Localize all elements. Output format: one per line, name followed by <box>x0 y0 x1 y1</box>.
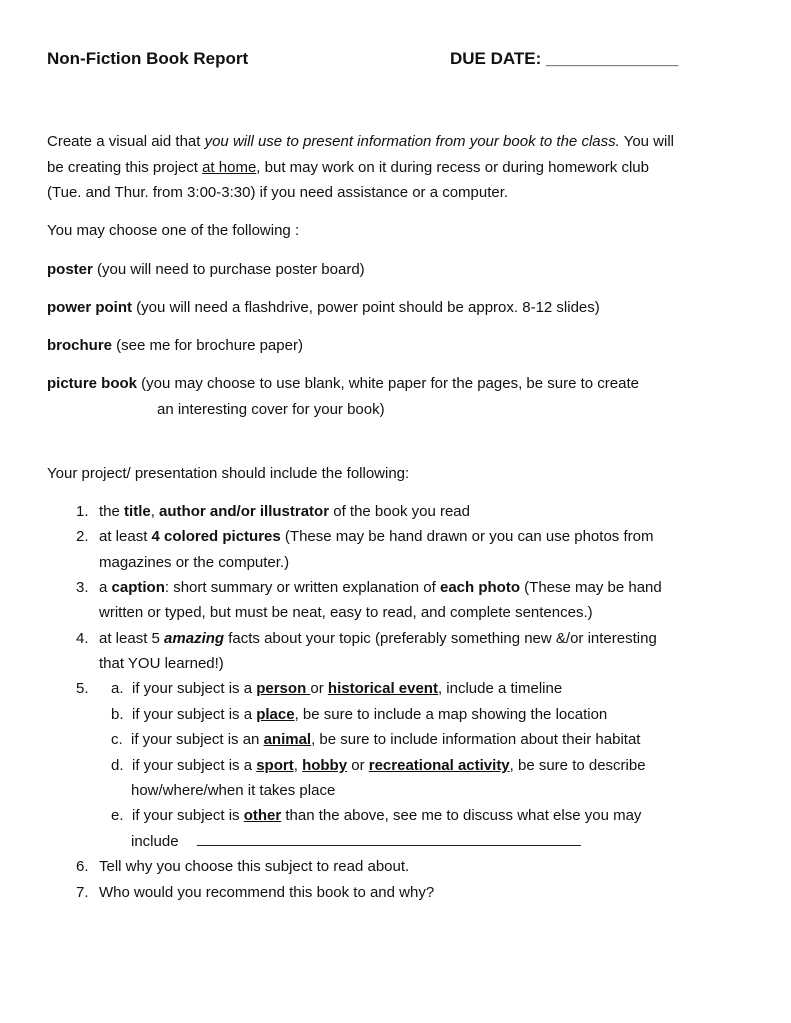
page-title: Non-Fiction Book Report <box>47 49 249 68</box>
item-text: , be sure to include information about their habitat <box>311 731 641 748</box>
sub-letter: a. <box>111 680 124 697</box>
option-desc: (you may choose to use blank, white paper for the pages, be sure to create <box>137 375 639 392</box>
intro-line-3: (Tue. and Thur. from 3:00-3:30) if you need assistance or a computer. <box>47 184 509 201</box>
item-text: , be sure to describe <box>509 757 646 774</box>
item-text: a <box>99 579 112 596</box>
list-item-6: Tell why you choose this subject to read about. <box>99 858 410 875</box>
option-picture-book <box>47 374 639 394</box>
item-text: of the book you read <box>329 503 470 520</box>
choose-label: You may choose one of the following : <box>47 222 300 239</box>
answer-blank[interactable]: ______________________________________________ <box>197 830 581 847</box>
intro-line-2 <box>47 158 649 178</box>
item-text: if your subject is <box>132 807 244 824</box>
option-picture-book-cont: an interesting cover for your book) <box>157 401 385 418</box>
sub-item-d <box>132 756 646 776</box>
item-text: , be sure to include a map showing the location <box>294 706 608 723</box>
list-number: 7. <box>76 884 89 901</box>
list-number: 4. <box>76 630 89 647</box>
item-bold: caption <box>111 579 165 596</box>
list-item-4 <box>99 629 657 649</box>
sub-item-d-cont: how/where/when it takes place <box>131 782 336 799</box>
item-bold-underline: hobby <box>302 757 348 774</box>
sub-letter: e. <box>111 807 124 824</box>
option-desc: (you will need a flashdrive, power point should be approx. 8-12 slides) <box>132 299 600 316</box>
sub-item-e-include: include <box>131 833 179 850</box>
intro-text: , but may work on it during recess or during homework club <box>256 159 649 176</box>
item-text: : short summary or written explanation of <box>164 579 440 596</box>
intro-text: Create a visual aid that <box>47 133 205 150</box>
item-text: facts about your topic (preferably something new &/or interesting <box>224 630 657 647</box>
item-bold-italic: amazing <box>164 630 225 647</box>
item-text: , <box>293 757 303 774</box>
list-number: 2. <box>76 528 89 545</box>
sub-item-c <box>131 730 640 750</box>
intro-underline: at home <box>202 159 257 176</box>
option-name: brochure <box>47 337 113 354</box>
list-item-4-cont: that YOU learned!) <box>99 655 224 672</box>
item-bold-underline: person <box>256 680 311 697</box>
item-bold: each photo <box>439 579 520 596</box>
item-text: , <box>150 503 160 520</box>
intro-text: You will <box>619 133 675 150</box>
item-bold-underline: animal <box>263 731 312 748</box>
list-item-3-cont: written or typed, but must be neat, easy to read, and complete sentences.) <box>99 604 593 621</box>
option-brochure <box>47 336 303 356</box>
item-bold: title <box>124 503 151 520</box>
item-text: , include a timeline <box>437 680 563 697</box>
item-text: if your subject is a <box>132 680 257 697</box>
sub-letter: d. <box>111 757 124 774</box>
item-text: the <box>99 503 125 520</box>
intro-line-1 <box>47 132 674 152</box>
sub-letter: b. <box>111 706 124 723</box>
list-item-3 <box>99 578 662 598</box>
option-desc: (you will need to purchase poster board) <box>92 261 365 278</box>
list-item-7: Who would you recommend this book to and why? <box>99 884 435 901</box>
list-item-1 <box>99 502 470 522</box>
list-number: 1. <box>76 503 89 520</box>
item-text: at least 5 <box>99 630 165 647</box>
item-bold: author and/or illustrator <box>159 503 330 520</box>
due-date-label: DUE DATE: ______________ <box>450 49 679 68</box>
item-text: than the above, see me to discuss what else you may <box>281 807 642 824</box>
item-bold-underline: historical event <box>327 680 438 697</box>
option-name: poster <box>47 261 93 278</box>
item-bold-underline: recreational activity <box>368 757 510 774</box>
item-text: if your subject is an <box>131 731 264 748</box>
item-bold-underline: other <box>243 807 282 824</box>
list-number: 3. <box>76 579 89 596</box>
list-item-2 <box>99 527 653 547</box>
item-text: or <box>310 680 328 697</box>
sub-item-e <box>132 806 641 826</box>
item-text: (These may be hand <box>520 579 662 596</box>
item-bold-underline: sport <box>256 757 294 774</box>
list-number: 5. <box>76 680 89 697</box>
item-text: at least <box>99 528 152 545</box>
option-name: power point <box>47 299 132 316</box>
intro-text: be creating this project <box>47 159 203 176</box>
sub-item-a <box>132 679 562 699</box>
item-bold-underline: place <box>256 706 295 723</box>
item-text: (These may be hand drawn or you can use photos from <box>280 528 654 545</box>
option-desc: (see me for brochure paper) <box>112 337 303 354</box>
item-text: if your subject is a <box>132 706 257 723</box>
option-power-point <box>47 298 600 318</box>
sub-item-b <box>132 705 607 725</box>
header <box>47 49 747 71</box>
list-number: 6. <box>76 858 89 875</box>
include-label: Your project/ presentation should include the following: <box>47 465 410 482</box>
option-name: picture book <box>47 375 138 392</box>
item-bold: 4 colored pictures <box>151 528 281 545</box>
list-item-2-cont: magazines or the computer.) <box>99 554 290 571</box>
item-text: or <box>347 757 369 774</box>
item-text: if your subject is a <box>132 757 257 774</box>
option-poster <box>47 260 365 280</box>
sub-letter: c. <box>111 731 123 748</box>
intro-emphasis: you will use to present information from your book to the class. <box>204 133 620 150</box>
